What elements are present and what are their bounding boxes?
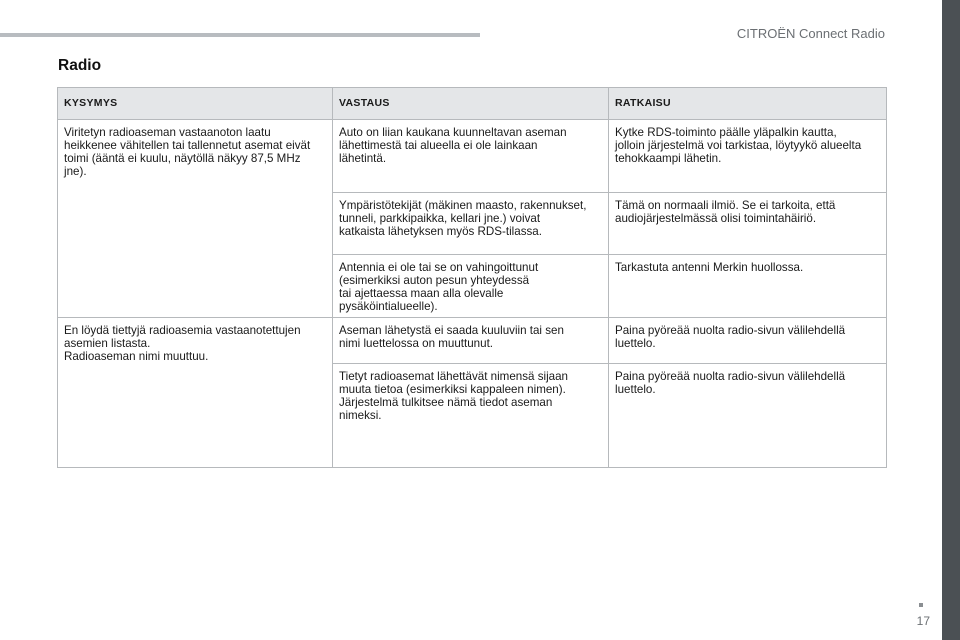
side-strip bbox=[942, 0, 960, 640]
table-header-row bbox=[58, 88, 887, 120]
solution-cell: Paina pyöreää nuolta radio-sivun välilehdellä luettelo. bbox=[609, 364, 887, 468]
page-marker-dot bbox=[919, 603, 923, 607]
table-row bbox=[58, 120, 887, 193]
document-header-title: CITROËN Connect Radio bbox=[736, 26, 885, 41]
solution-cell: Kytke RDS-toiminto päälle yläpalkin kautta, jolloin järjestelmä voi tarkistaa, löytyykö alueelta tehokkaampi lähetin. bbox=[609, 120, 887, 193]
header-answer: VASTAUS bbox=[333, 88, 609, 120]
answer-cell: Aseman lähetystä ei saada kuuluviin tai sen nimi luettelossa on muuttunut. bbox=[333, 318, 609, 364]
header-solution: RATKAISU bbox=[609, 88, 887, 120]
troubleshooting-table bbox=[57, 87, 887, 468]
question-cell: Viritetyn radioaseman vastaanoton laatu heikkenee vähitellen tai tallennetut asemat eivät toimi (ääntä ei kuulu, näytöllä näkyy 87,5 MHz jne). bbox=[58, 120, 333, 318]
answer-cell: Ympäristötekijät (mäkinen maasto, rakennukset, tunneli, parkkipaikka, kellari jne.) voivat katkaista lähetyksen myös RDS-tilassa. bbox=[333, 193, 609, 255]
solution-cell: Tarkastuta antenni Merkin huollossa. bbox=[609, 255, 887, 318]
answer-cell: Antennia ei ole tai se on vahingoittunut (esimerkiksi auton pesun yhteydessä tai ajettaessa maan alla olevalle pysäköintialueelle). bbox=[333, 255, 609, 318]
question-cell: En löydä tiettyjä radioasemia vastaanotettujen asemien listasta. Radioaseman nimi muuttuu. bbox=[58, 318, 333, 468]
header-rule bbox=[0, 33, 480, 37]
table-row bbox=[58, 318, 887, 364]
section-title: Radio bbox=[58, 57, 102, 74]
header-question: KYSYMYS bbox=[58, 88, 333, 120]
solution-cell: Tämä on normaali ilmiö. Se ei tarkoita, että audiojärjestelmässä olisi toimintahäiriö. bbox=[609, 193, 887, 255]
answer-cell: Auto on liian kaukana kuunneltavan aseman lähettimestä tai alueella ei ole lainkaan lähetintä. bbox=[333, 120, 609, 193]
solution-cell: Paina pyöreää nuolta radio-sivun välilehdellä luettelo. bbox=[609, 318, 887, 364]
answer-cell: Tietyt radioasemat lähettävät nimensä sijaan muuta tietoa (esimerkiksi kappaleen nimen). Järjestelmä tulkitsee nämä tiedot aseman nimeksi. bbox=[333, 364, 609, 468]
page-number: 17 bbox=[916, 614, 930, 628]
